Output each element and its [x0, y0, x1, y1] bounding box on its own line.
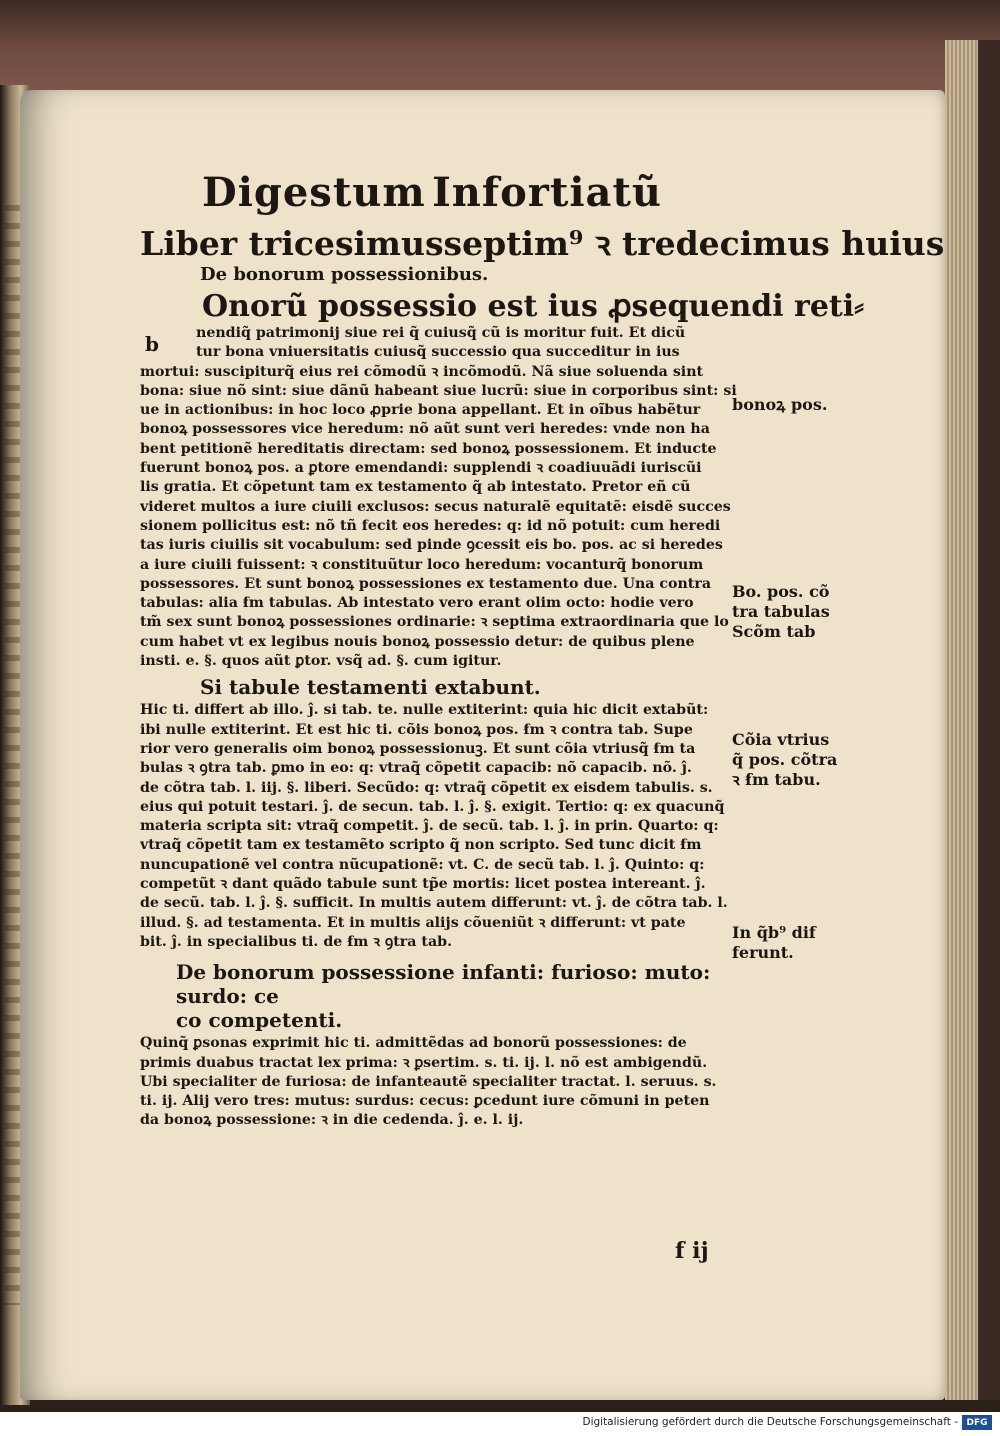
- margin-note-line: Scõm tab: [732, 622, 816, 641]
- text-line: tur bona vniuersitatis cuiusq̃ successio qua succeditur in ius: [196, 344, 680, 361]
- text-line: possessores. Et sunt bonoꝝ possessiones ex testamento due. Una contra: [140, 575, 712, 592]
- margin-note-line: Cõia vtrius: [732, 730, 830, 749]
- text-line: tm̃ sex sunt bonoꝝ possessiones ordinarie: ꝛ septima extraordinaria que lo: [140, 614, 729, 631]
- book-title: Liber tricesimusseptim⁹ ꝛ tredecimus huius: [140, 224, 945, 263]
- margin-note-line: bonoꝝ pos.: [732, 395, 828, 414]
- text-line: lis gratia. Et cõpetunt tam ex testamento q̃ ab intestato. Pretor eñ cũ: [140, 479, 691, 496]
- funding-credit: Digitalisierung gefördert durch die Deutsche Forschungsgemeinschaft -: [582, 1416, 958, 1428]
- running-heading: [202, 170, 662, 216]
- text-line: cum habet vt ex legibus nouis bonoꝝ possessio detur: de quibus plene: [140, 633, 695, 650]
- text-line: a iure ciuili fuissent: ꝛ constituũtur loco heredum: vocanturq̃ bonorum: [140, 556, 704, 573]
- text-line: nuncupationẽ vel contra nũcupationẽ: vt. C. de secũ tab. l. ĵ. Quinto: q:: [140, 856, 705, 873]
- paragraph-2: [140, 701, 760, 952]
- margin-note-line: In q̃b⁹ dif: [732, 923, 816, 942]
- text-line: competũt ꝛ dant quãdo tabule sunt tp̃e mortis: licet postea intereant. ĵ.: [140, 876, 706, 893]
- text-line: bulas ꝛ ꝯtra tab. ꝑmo in eo: q: vtraq̃ cõpetit capacib: nõ capacib. nõ. ĵ.: [140, 760, 692, 777]
- title-subject: De bonorum possessionibus.: [200, 264, 489, 285]
- text-line: fuerunt bonoꝝ pos. a ꝑtore emendandi: supplendi ꝛ coadiuuãdi iuriscũi: [140, 460, 702, 477]
- margin-note-3: [732, 730, 837, 790]
- text-line: sionem pollicitus est: nõ tñ fecit eos heredes: q: id nõ potuit: cum heredi: [140, 517, 721, 534]
- text-line: tabulas: alia ẜm tabulas. Ab intestato vero erant olim octo: hodie vero: [140, 595, 694, 612]
- text-line: de secũ. tab. l. ĵ. §. sufficit. In multis autem differunt: vt. ĵ. de cõtra tab. l.: [140, 895, 728, 912]
- margin-note-line: Bo. pos. cõ: [732, 582, 830, 601]
- text-line: primis duabus tractat lex prima: ꝛ ꝑsertim. s. ti. ĳ. l. nõ est ambigendũ.: [140, 1054, 708, 1071]
- section-heading-2: [176, 960, 760, 1032]
- text-line: bonoꝝ possessores vice heredum: nõ aũt sunt veri heredes: vnde non ha: [140, 421, 710, 438]
- text-line: nendiq̃ patrimonĳ siue rei q̃ cuiusq̃ cũ is moritur fuit. Et dicũ: [196, 325, 686, 341]
- heading-left: Digestum: [202, 169, 426, 216]
- margin-note-line: ꝛ ẜm tabu.: [732, 770, 821, 789]
- text-line: ti. ĳ. Alĳ vero tres: mutus: surdus: cecus: ꝑcedunt iure cõmuni in peten: [140, 1093, 710, 1110]
- margin-note-4: [732, 923, 816, 963]
- section-heading-line: co competenti.: [176, 1008, 343, 1033]
- text-line: vtraq̃ cõpetit tam ex testamẽto scripto q̃ non scripto. Sed tunc dicit ẜm: [140, 837, 702, 854]
- paragraph-1: [140, 324, 760, 671]
- margin-note-line: tra tabulas: [732, 602, 830, 621]
- margin-note-2: [732, 582, 830, 642]
- text-line: da bonoꝝ possessione: ꝛ in die cedenda. ĵ. e. l. ĳ.: [140, 1112, 524, 1129]
- margin-note-1: [732, 395, 827, 415]
- signature-mark: b: [145, 332, 159, 356]
- text-line: bit. ĵ. in specialibus ti. de ẜm ꝛ ꝯtra tab.: [140, 933, 453, 950]
- footer-bar: [0, 1412, 1000, 1436]
- paragraph-3: [140, 1034, 760, 1130]
- text-line: bona: siue nõ sint: siue dãnũ habeant siue lucrũ: siue in corporibus sint: si: [140, 382, 737, 399]
- margin-note-line: q̃ pos. cõtra: [732, 750, 838, 769]
- text-line: Ubi specialiter de furiosa: de infanteautẽ specialiter tractat. l. seruus. s.: [140, 1073, 717, 1090]
- text-line: eius qui potuit testari. ĵ. de secun. tab. l. ĵ. §. exigit. Tertio: q: ex quacunq̃: [140, 798, 725, 815]
- signature-mark-fii: f ĳ: [675, 1238, 709, 1264]
- dfg-logo[interactable]: DFG: [962, 1415, 992, 1430]
- opening-line: Onorũ possessio est ius ꝓsequendi reti⸗: [202, 289, 865, 324]
- text-line: mortui: suscipiturq̃ eius rei cõmodũ ꝛ incõmodũ. Nã siue soluenda sint: [140, 363, 704, 380]
- heading-right: Infortiatũ: [432, 169, 662, 216]
- book-page-edges: [945, 40, 1000, 1400]
- section-heading-line: De bonorum possessione infanti: furioso: muto: surdo: ce: [176, 960, 711, 1009]
- margin-note-line: ferunt.: [732, 943, 794, 962]
- text-line: videret multos a iure ciuili exclusos: secus naturalẽ equitatẽ: eisdẽ succes: [140, 498, 731, 515]
- text-line: de cõtra tab. l. iĳ. §. liberi. Secũdo: q: vtraq̃ cõpetit ex eisdem tabulis. s.: [140, 779, 713, 796]
- text-line: rior vero generalis oim bonoꝝ possessionuꝫ. Et sunt cõia vtriusq̃ ẜm ta: [140, 740, 696, 757]
- text-line: Quinq̃ ꝑsonas exprimit hic ti. admittẽdas ad bonorũ possessiones: de: [140, 1035, 687, 1052]
- text-line: insti. e. §. quos aũt ꝑtor. vsq̃ ad. §. cum igitur.: [140, 653, 502, 670]
- text-line: bent petitionẽ hereditatis directam: sed bonoꝝ possessionem. Et inducte: [140, 440, 717, 457]
- section-heading-1: Si tabule testamenti extabunt.: [200, 675, 541, 700]
- text-line: tas iuris ciuilis sit vocabulum: sed pinde ꝯcessit eis bo. pos. ac si heredes: [140, 537, 723, 554]
- text-line: Hic ti. differt ab illo. ĵ. si tab. te. nulle extiterint: quia hic dicit extabũt:: [140, 702, 709, 719]
- text-line: ibi nulle extiterint. Et est hic ti. cõis bonoꝝ pos. ẜm ꝛ contra tab. Supe: [140, 721, 693, 738]
- text-line: materia scripta sit: vtraq̃ competit. ĵ. de secũ. tab. l. ĵ. in prin. Quarto: q:: [140, 818, 719, 835]
- text-line: illud. §. ad testamenta. Et in multis alĳs cõueniũt ꝛ differunt: vt pate: [140, 914, 686, 931]
- book-page: [20, 90, 945, 1400]
- text-line: ue in actionibus: in hoc loco ꝓprie bona appellant. Et in oĩbus habẽtur: [140, 402, 701, 419]
